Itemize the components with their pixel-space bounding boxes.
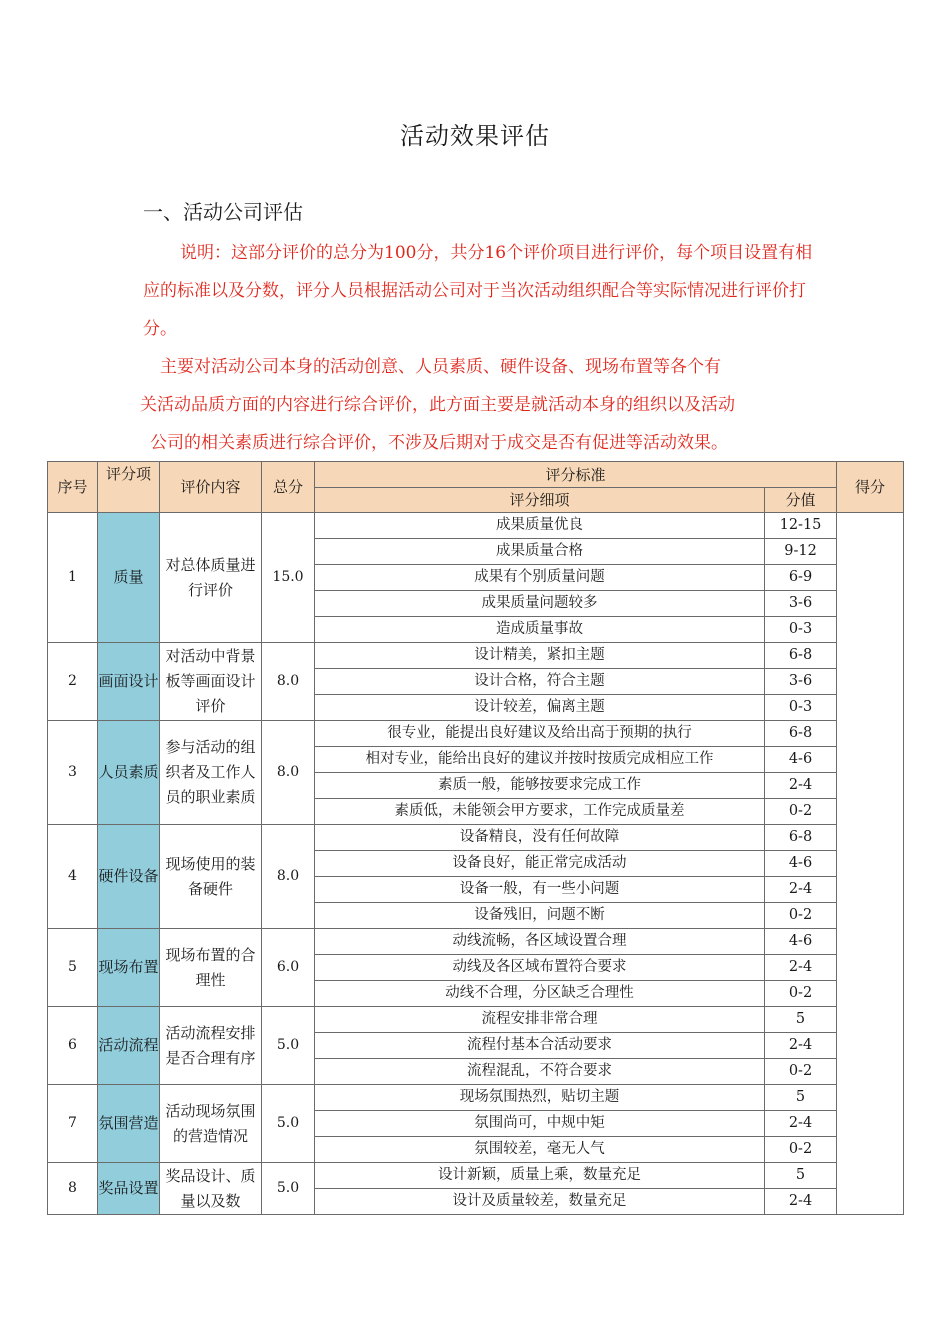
row-detail: 造成质量事故 (315, 617, 765, 643)
row-value: 5 (765, 1085, 837, 1111)
row-value: 2-4 (765, 955, 837, 981)
row-value: 2-4 (765, 877, 837, 903)
row-detail: 动线及各区域布置符合要求 (315, 955, 765, 981)
row-value: 6-9 (765, 565, 837, 591)
row-content: 奖品设计、质量以及数 (160, 1163, 262, 1215)
row-value: 0-2 (765, 903, 837, 929)
row-content: 现场布置的合理性 (160, 929, 262, 1007)
row-detail: 设计合格，符合主题 (315, 669, 765, 695)
header-detail: 评分细项 (315, 488, 765, 513)
row-item: 硬件设备 (98, 825, 160, 929)
row-value: 4-6 (765, 747, 837, 773)
document-title: 活动效果评估 (400, 122, 550, 150)
note-line-1: 说明：这部分评价的总分为100分，共分16个评价项目进行评价，每个项目设置有相 (180, 243, 813, 263)
note-line-2: 应的标准以及分数，评分人员根据活动公司对于当次活动组织配合等实际情况进行评价打 (143, 281, 806, 301)
row-detail: 设备残旧，问题不断 (315, 903, 765, 929)
row-value: 4-6 (765, 851, 837, 877)
row-value: 0-2 (765, 1137, 837, 1163)
table-row (48, 721, 904, 747)
row-detail: 设计新颖，质量上乘，数量充足 (315, 1163, 765, 1189)
row-content: 活动流程安排是否合理有序 (160, 1007, 262, 1085)
row-total: 15.0 (262, 513, 315, 643)
row-seq: 1 (48, 513, 98, 643)
row-detail: 氛围尚可，中规中矩 (315, 1111, 765, 1137)
row-value: 9-12 (765, 539, 837, 565)
row-value: 6-8 (765, 721, 837, 747)
evaluation-table (47, 461, 904, 1215)
row-content: 现场使用的装备硬件 (160, 825, 262, 929)
header-seq: 序号 (48, 462, 98, 513)
row-content: 参与活动的组织者及工作人员的职业素质 (160, 721, 262, 825)
row-total: 8.0 (262, 825, 315, 929)
row-value: 0-2 (765, 981, 837, 1007)
row-detail: 流程安排非常合理 (315, 1007, 765, 1033)
table-row (48, 1085, 904, 1111)
row-total: 6.0 (262, 929, 315, 1007)
row-content: 对活动中背景板等画面设计评价 (160, 643, 262, 721)
row-value: 2-4 (765, 1033, 837, 1059)
row-item: 质量 (98, 513, 160, 643)
row-detail: 流程付基本合活动要求 (315, 1033, 765, 1059)
row-value: 5 (765, 1007, 837, 1033)
table-row (48, 825, 904, 851)
table-row (48, 1007, 904, 1033)
header-content: 评价内容 (160, 462, 262, 513)
row-detail: 动线不合理，分区缺乏合理性 (315, 981, 765, 1007)
row-total: 5.0 (262, 1085, 315, 1163)
header-value: 分值 (765, 488, 837, 513)
row-value: 6-8 (765, 643, 837, 669)
row-detail: 流程混乱，不符合要求 (315, 1059, 765, 1085)
row-value: 5 (765, 1163, 837, 1189)
row-value: 0-3 (765, 695, 837, 721)
row-detail: 成果有个别质量问题 (315, 565, 765, 591)
header-item: 评分项 (98, 462, 160, 513)
row-detail: 成果质量合格 (315, 539, 765, 565)
row-detail: 设备良好，能正常完成活动 (315, 851, 765, 877)
row-item: 活动流程 (98, 1007, 160, 1085)
table-row (48, 929, 904, 955)
row-detail: 成果质量优良 (315, 513, 765, 539)
section-heading: 一、活动公司评估 (143, 200, 303, 224)
row-total: 5.0 (262, 1163, 315, 1215)
row-item: 现场布置 (98, 929, 160, 1007)
row-seq: 6 (48, 1007, 98, 1085)
row-value: 2-4 (765, 773, 837, 799)
row-detail: 设计精美，紧扣主题 (315, 643, 765, 669)
table-row (48, 513, 904, 539)
row-item: 奖品设置 (98, 1163, 160, 1215)
row-value: 2-4 (765, 1111, 837, 1137)
row-seq: 8 (48, 1163, 98, 1215)
row-detail: 设备精良，没有任何故障 (315, 825, 765, 851)
row-value: 2-4 (765, 1189, 837, 1215)
row-detail: 相对专业，能给出良好的建议并按时按质完成相应工作 (315, 747, 765, 773)
score-column[interactable] (837, 513, 904, 1215)
row-item: 氛围营造 (98, 1085, 160, 1163)
row-total: 8.0 (262, 721, 315, 825)
row-seq: 4 (48, 825, 98, 929)
row-value: 3-6 (765, 669, 837, 695)
row-value: 0-2 (765, 1059, 837, 1085)
row-detail: 现场氛围热烈，贴切主题 (315, 1085, 765, 1111)
row-value: 6-8 (765, 825, 837, 851)
table-row (48, 1163, 904, 1189)
row-detail: 设计及质量较差，数量充足 (315, 1189, 765, 1215)
row-seq: 7 (48, 1085, 98, 1163)
note-line-5: 关活动品质方面的内容进行综合评价，此方面主要是就活动本身的组织以及活动 (140, 395, 735, 415)
row-detail: 素质一般，能够按要求完成工作 (315, 773, 765, 799)
row-value: 0-3 (765, 617, 837, 643)
row-detail: 成果质量问题较多 (315, 591, 765, 617)
row-value: 3-6 (765, 591, 837, 617)
note-line-6: 公司的相关素质进行综合评价，不涉及后期对于成交是否有促进等活动效果。 (150, 433, 728, 453)
row-detail: 素质低，未能领会甲方要求，工作完成质量差 (315, 799, 765, 825)
row-detail: 氛围较差，毫无人气 (315, 1137, 765, 1163)
row-detail: 动线流畅，各区域设置合理 (315, 929, 765, 955)
row-item: 画面设计 (98, 643, 160, 721)
note-line-3: 分。 (143, 319, 177, 339)
row-value: 12-15 (765, 513, 837, 539)
row-item: 人员素质 (98, 721, 160, 825)
row-detail: 很专业，能提出良好建议及给出高于预期的执行 (315, 721, 765, 747)
row-content: 活动现场氛围的营造情况 (160, 1085, 262, 1163)
row-seq: 3 (48, 721, 98, 825)
header-standard: 评分标准 (315, 462, 837, 488)
table-row (48, 643, 904, 669)
row-value: 4-6 (765, 929, 837, 955)
row-content: 对总体质量进行评价 (160, 513, 262, 643)
row-value: 0-2 (765, 799, 837, 825)
header-total: 总分 (262, 462, 315, 513)
header-score: 得分 (837, 462, 904, 513)
row-seq: 2 (48, 643, 98, 721)
row-total: 5.0 (262, 1007, 315, 1085)
row-detail: 设备一般，有一些小问题 (315, 877, 765, 903)
row-seq: 5 (48, 929, 98, 1007)
note-line-4: 主要对活动公司本身的活动创意、人员素质、硬件设备、现场布置等各个有 (160, 357, 721, 377)
row-total: 8.0 (262, 643, 315, 721)
row-detail: 设计较差，偏离主题 (315, 695, 765, 721)
